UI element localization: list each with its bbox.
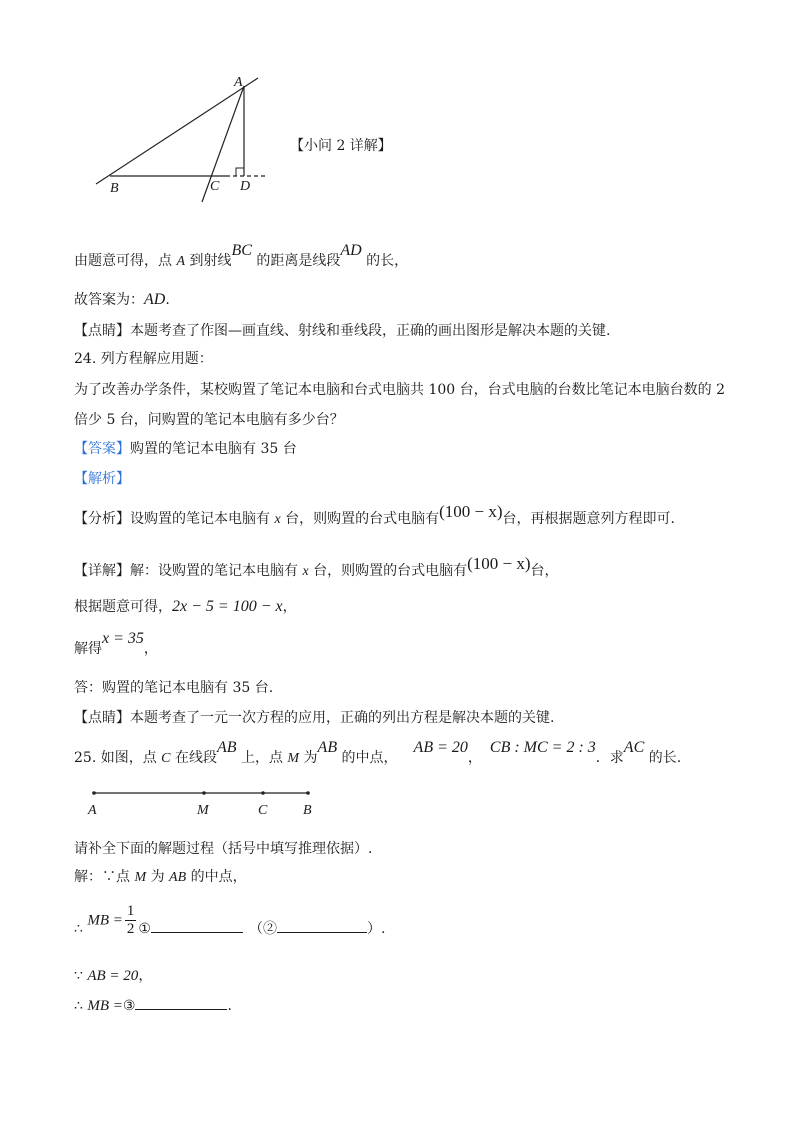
q25-step4: ∴ MB =③ . [74,998,232,1014]
q24-solve: 解得x = 35， [74,630,158,657]
point-b [306,791,310,795]
analysis-tag: 【解析】 [74,471,130,487]
q24-comment: 【点睛】本题考查了一元一次方程的应用，正确的列出方程是解决本题的关键. [74,710,555,726]
triangle-figure [90,72,280,204]
label-a: A [88,803,97,818]
point-a [92,791,96,795]
label-c: C [258,803,268,818]
label-c: C [210,179,220,194]
q24-detail: 【详解】解：设购置的笔记本电脑有 x 台，则购置的台式电脑有(100 − x)台， [74,554,559,579]
q25-step3: ∵ AB = 20， [74,968,153,984]
blank-2[interactable] [277,932,367,933]
answer-tag: 【答案】 [74,441,130,457]
q24-conclusion: 答：购置的笔记本电脑有 35 台. [74,680,274,696]
q24-problem-line2: 倍少 5 台，问购置的笔记本电脑有多少台？ [74,412,344,428]
label-m: M [197,803,209,818]
right-angle-mark [236,168,244,176]
q24-equation: 根据题意可得，2x − 5 = 100 − x， [74,598,297,615]
q23-answer: 故答案为：AD. [74,291,170,308]
point-m [202,791,206,795]
label-b: B [303,803,312,818]
point-c [261,791,265,795]
label-d: D [240,179,251,194]
fraction-one-half: $\frac{1}{2}$ [126,903,135,937]
line-ac [202,86,244,202]
blank-1[interactable] [151,932,243,933]
sub2-header: 【小问 2 详解】 [290,138,392,154]
label-a: A [234,75,243,90]
q24-analysis: 【分析】设购置的笔记本电脑有 x 台，则购置的台式电脑有(100 − x)台，再根据题意列方程即可. [74,502,675,527]
q23-comment: 【点睛】本题考查了作图—画直线、射线和垂线段，正确的画出图形是解决本题的关键. [74,323,611,339]
q24-answer: 【答案】购置的笔记本电脑有 35 台 [74,441,297,457]
q25-step1: 解：∵点 M 为 AB 的中点， [74,869,247,885]
q25-stem: 25. 如图，点 C 在线段AB 上，点 M 为AB 的中点，AB = 20，CB : MC = 2 : 3．求AC 的长. [74,739,682,766]
q24-problem-line1: 为了改善办学条件，某校购置了笔记本电脑和台式电脑共 100 台，台式电脑的台数比笔记本电脑台数的 2 [74,382,725,398]
q23-line1: 由题意可得，点 A 到射线BC 的距离是线段AD 的长， [74,242,409,269]
line-ab [96,78,258,184]
q25-step2: ∴ MB = $\frac{1}{2}$ ① （② ）. [74,903,386,937]
label-b: B [110,181,119,196]
blank-3[interactable] [135,1009,227,1010]
q25-instruction: 请补全下面的解题过程（括号中填写推理依据）. [74,841,373,857]
q24-title: 24. 列方程解应用题： [74,351,213,367]
segment-figure [80,786,330,818]
